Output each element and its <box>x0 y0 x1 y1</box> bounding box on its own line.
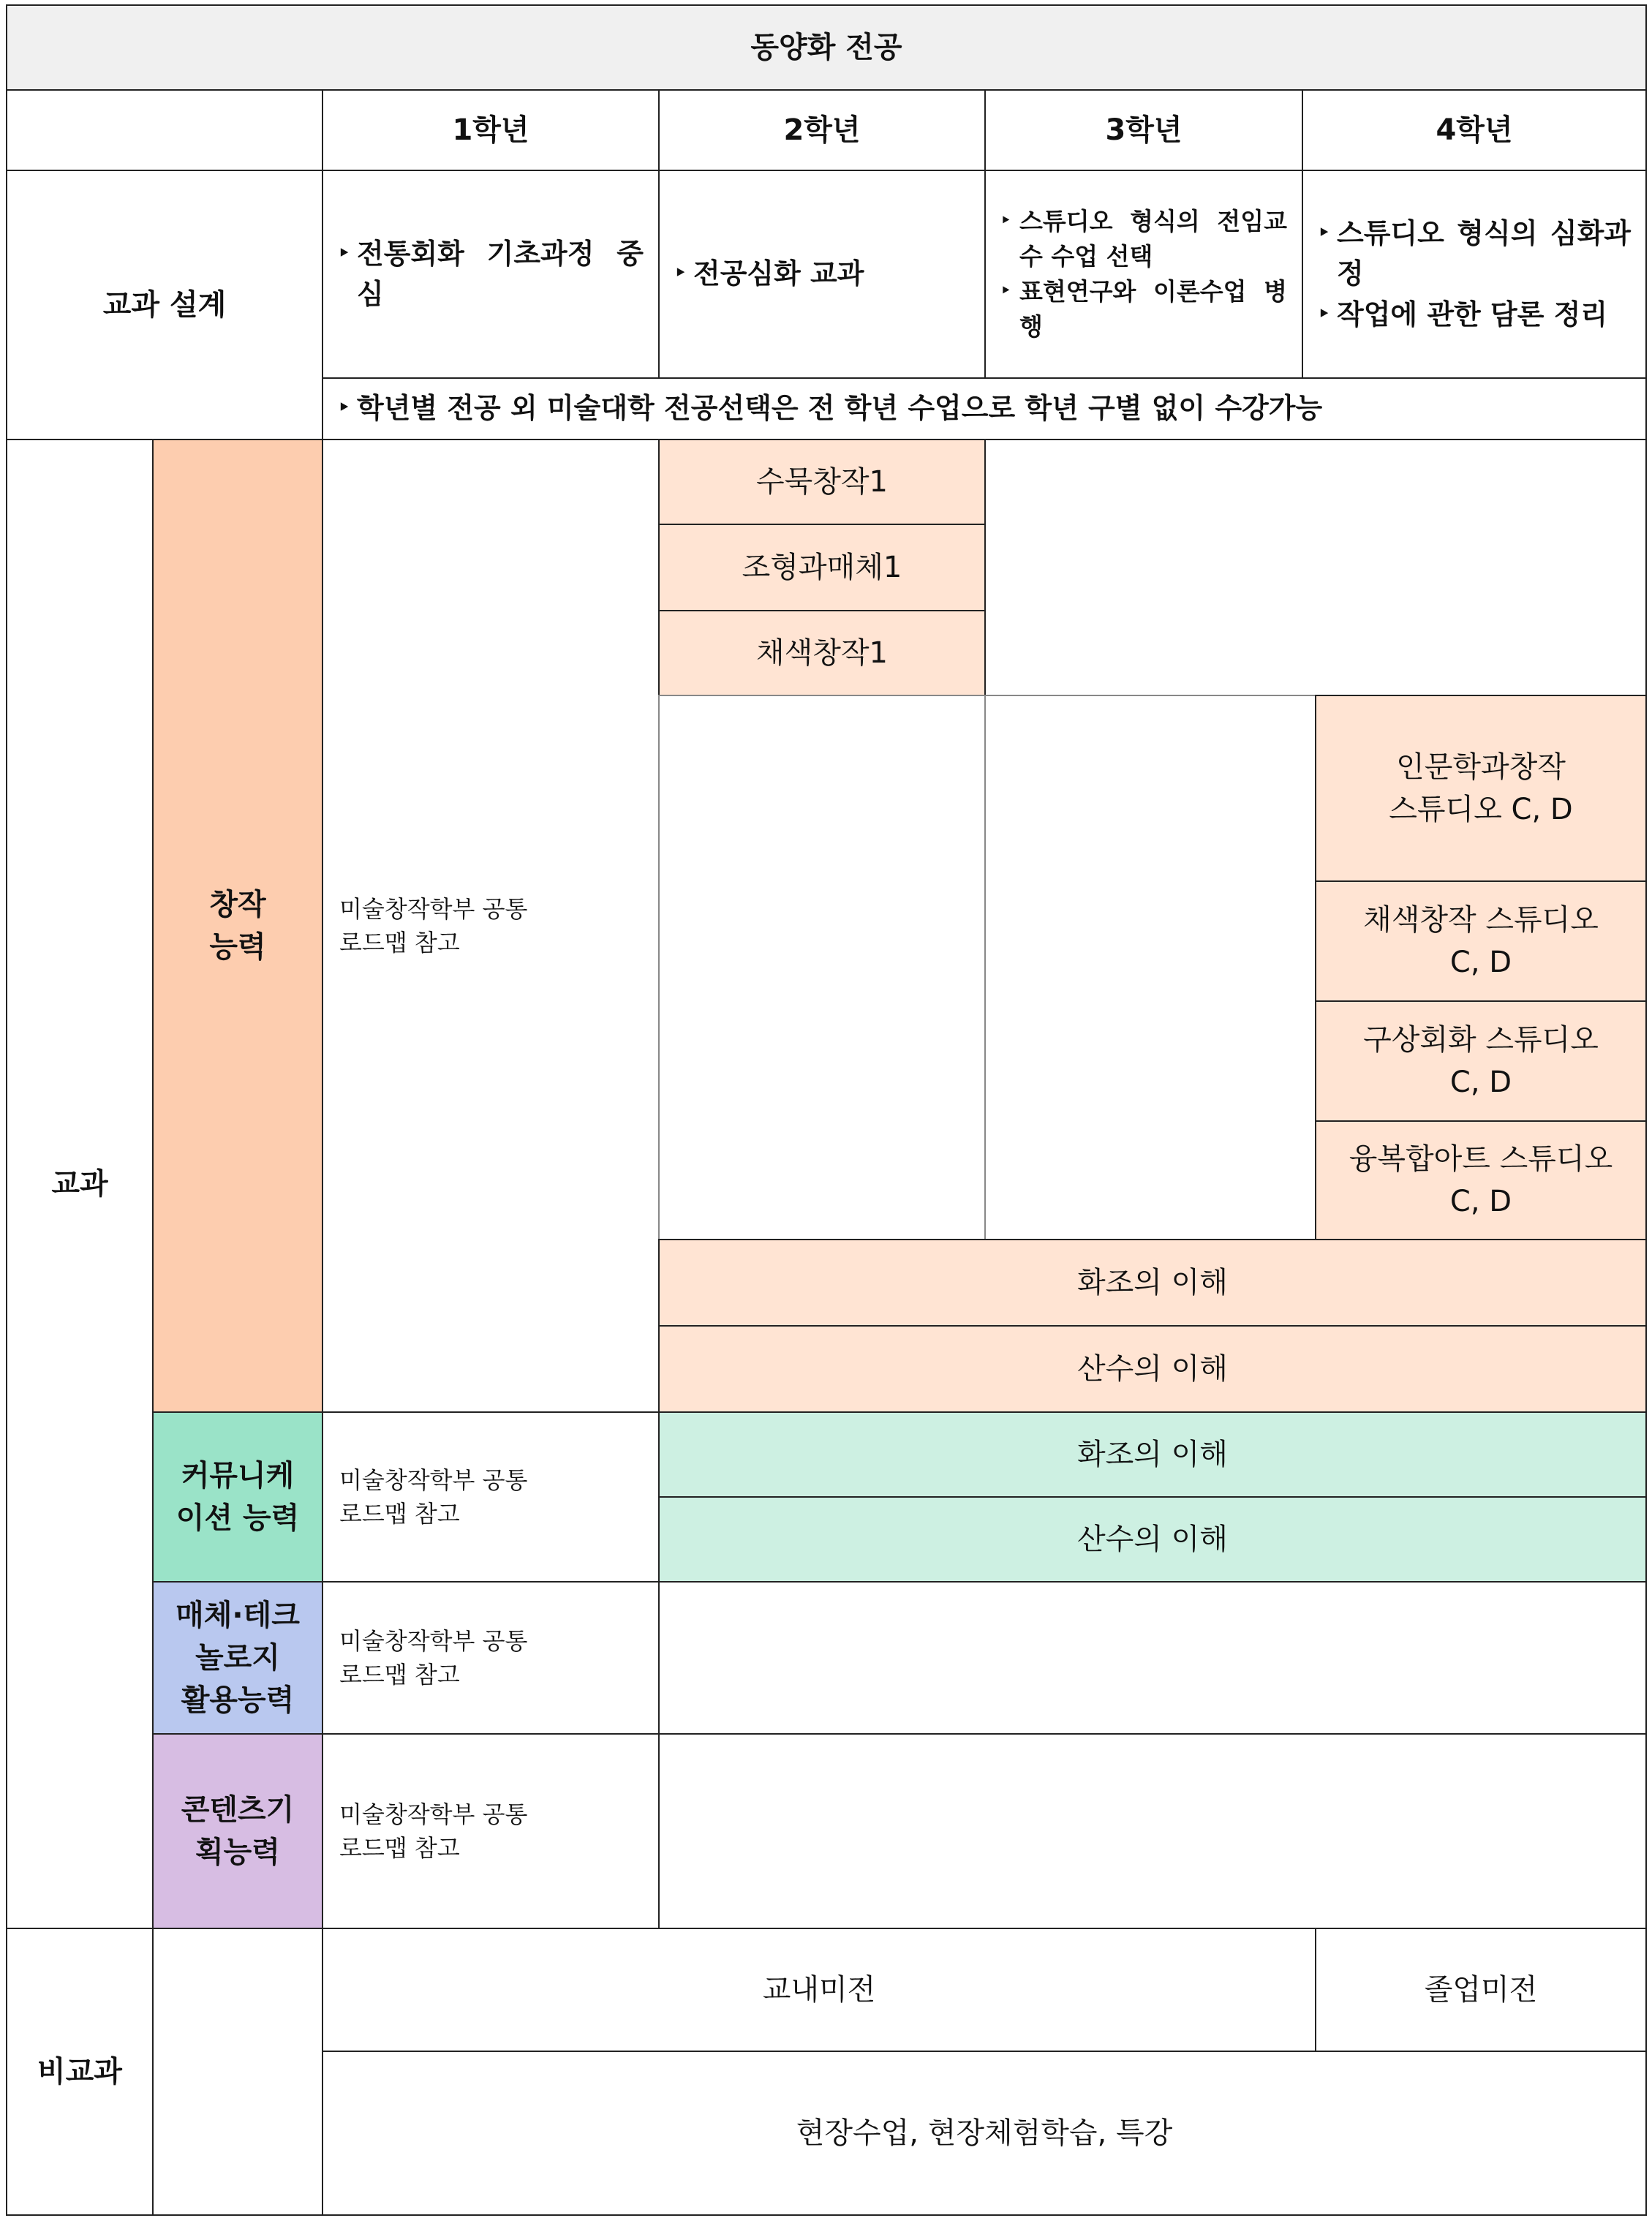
ref-line: 로드맵 참고 <box>339 1661 460 1689</box>
grade-header-blank <box>6 89 323 171</box>
label-line: 능력 <box>209 930 266 964</box>
label-line: 콘텐츠기 <box>181 1793 295 1827</box>
grade-label: 3학년 <box>1105 113 1183 147</box>
ref-line: 미술창작학부 공통 <box>339 894 528 923</box>
course-cell <box>1315 880 1647 1002</box>
empty-cell <box>658 1581 1647 1735</box>
design-label <box>6 170 323 440</box>
media-technology-label <box>152 1581 323 1735</box>
course-name: 산수의 이해 <box>1077 1352 1228 1386</box>
graduation-exhibition: 졸업미전 <box>1424 1973 1538 2007</box>
label-line: 창작 <box>209 888 266 921</box>
design-bullet: ‣ 작업에 관한 담론 정리 <box>1318 295 1631 335</box>
curriculum-label <box>6 439 154 1929</box>
design-grade-2 <box>658 170 986 379</box>
label-line: 매체·테크 <box>176 1599 300 1632</box>
design-bullet: ‣ 스튜디오 형식의 전임교수 수업 선택 <box>1000 204 1287 274</box>
creative-ability-label <box>152 439 323 1413</box>
empty-cell <box>984 439 1647 696</box>
grade-header-4 <box>1302 89 1647 171</box>
empty-cell <box>658 695 986 1240</box>
ref-line: 로드맵 참고 <box>339 929 460 957</box>
design-grade-3 <box>984 170 1303 379</box>
course-cell <box>658 439 986 525</box>
course-name: 산수의 이해 <box>1077 1523 1228 1556</box>
design-bullet: ‣ 표현연구와 이론수업 병행 <box>1000 274 1287 344</box>
field-activities: 현장수업, 현장체험학습, 특강 <box>796 2116 1173 2150</box>
course-name: 화조의 이해 <box>1077 1438 1228 1471</box>
creative-roadmap-ref <box>322 439 660 1413</box>
label-line: 활용능력 <box>181 1683 295 1717</box>
communication-ability-label <box>152 1411 323 1583</box>
curriculum-label-text: 교과 <box>51 1167 108 1201</box>
course-cell <box>658 1496 1647 1583</box>
course-name: 수묵창작1 <box>755 465 888 499</box>
table-title-text: 동양화 전공 <box>750 31 902 64</box>
design-bullet: ‣ 스튜디오 형식의 심화과정 <box>1318 214 1631 294</box>
media-roadmap-ref <box>322 1581 660 1735</box>
extracurricular-label <box>6 1928 154 2216</box>
course-line: 융복합아트 스튜디오 <box>1349 1142 1613 1176</box>
empty-cell <box>984 695 1316 1240</box>
course-cell <box>658 610 986 696</box>
content-planning-label <box>152 1733 323 1929</box>
empty-cell <box>658 1733 1647 1929</box>
design-grade-1 <box>322 170 660 379</box>
design-note-text: ‣ 학년별 전공 외 미술대학 전공선택은 전 학년 수업으로 학년 구별 없이 수강가능 <box>338 388 1631 429</box>
course-cell <box>658 1325 1647 1413</box>
ref-line: 로드맵 참고 <box>339 1500 460 1528</box>
course-name: 채색창작1 <box>755 636 888 670</box>
field-activities-cell <box>322 2051 1647 2216</box>
grade-header-3 <box>984 89 1303 171</box>
course-cell <box>658 1411 1647 1498</box>
course-line: C, D <box>1449 1065 1512 1099</box>
course-cell <box>1315 1120 1647 1240</box>
ref-line: 미술창작학부 공통 <box>339 1626 528 1655</box>
campus-exhibition: 교내미전 <box>762 1973 876 2007</box>
ref-line: 로드맵 참고 <box>339 1834 460 1862</box>
campus-exhibition-cell <box>322 1928 1316 2052</box>
course-cell <box>1315 1000 1647 1122</box>
course-line: 채색창작 스튜디오 <box>1363 903 1599 937</box>
design-bullet: ‣ 전공심화 교과 <box>674 254 970 294</box>
design-note <box>322 377 1647 440</box>
extracurricular-label-text: 비교과 <box>37 2055 122 2089</box>
course-line: 구상회화 스튜디오 <box>1363 1023 1599 1057</box>
course-cell <box>658 524 986 611</box>
course-line: C, D <box>1449 946 1512 979</box>
grade-header-1 <box>322 89 660 171</box>
course-cell <box>658 1239 1647 1327</box>
ref-line: 미술창작학부 공통 <box>339 1466 528 1494</box>
content-roadmap-ref <box>322 1733 660 1929</box>
table-title <box>6 4 1647 91</box>
course-line: 인문학과창작 <box>1396 750 1566 784</box>
course-cell <box>1315 695 1647 882</box>
label-line: 이션 능력 <box>176 1501 300 1535</box>
graduation-exhibition-cell <box>1315 1928 1647 2052</box>
course-name: 화조의 이해 <box>1077 1266 1228 1300</box>
design-label-text: 교과 설계 <box>102 288 227 322</box>
grade-label: 1학년 <box>452 113 529 147</box>
design-grade-4 <box>1302 170 1647 379</box>
communication-roadmap-ref <box>322 1411 660 1583</box>
label-line: 획능력 <box>195 1836 280 1869</box>
course-line: C, D <box>1449 1185 1512 1218</box>
ref-line: 미술창작학부 공통 <box>339 1800 528 1828</box>
label-line: 놀로지 <box>195 1641 280 1675</box>
grade-header-2 <box>658 89 986 171</box>
design-bullet: ‣ 전통회화 기초과정 중심 <box>338 234 644 314</box>
label-line: 커뮤니케 <box>181 1459 295 1493</box>
grade-label: 2학년 <box>783 113 861 147</box>
empty-cell <box>152 1928 323 2216</box>
course-line: 스튜디오 C, D <box>1389 793 1573 826</box>
course-name: 조형과매체1 <box>742 551 902 584</box>
grade-label: 4학년 <box>1436 113 1513 147</box>
